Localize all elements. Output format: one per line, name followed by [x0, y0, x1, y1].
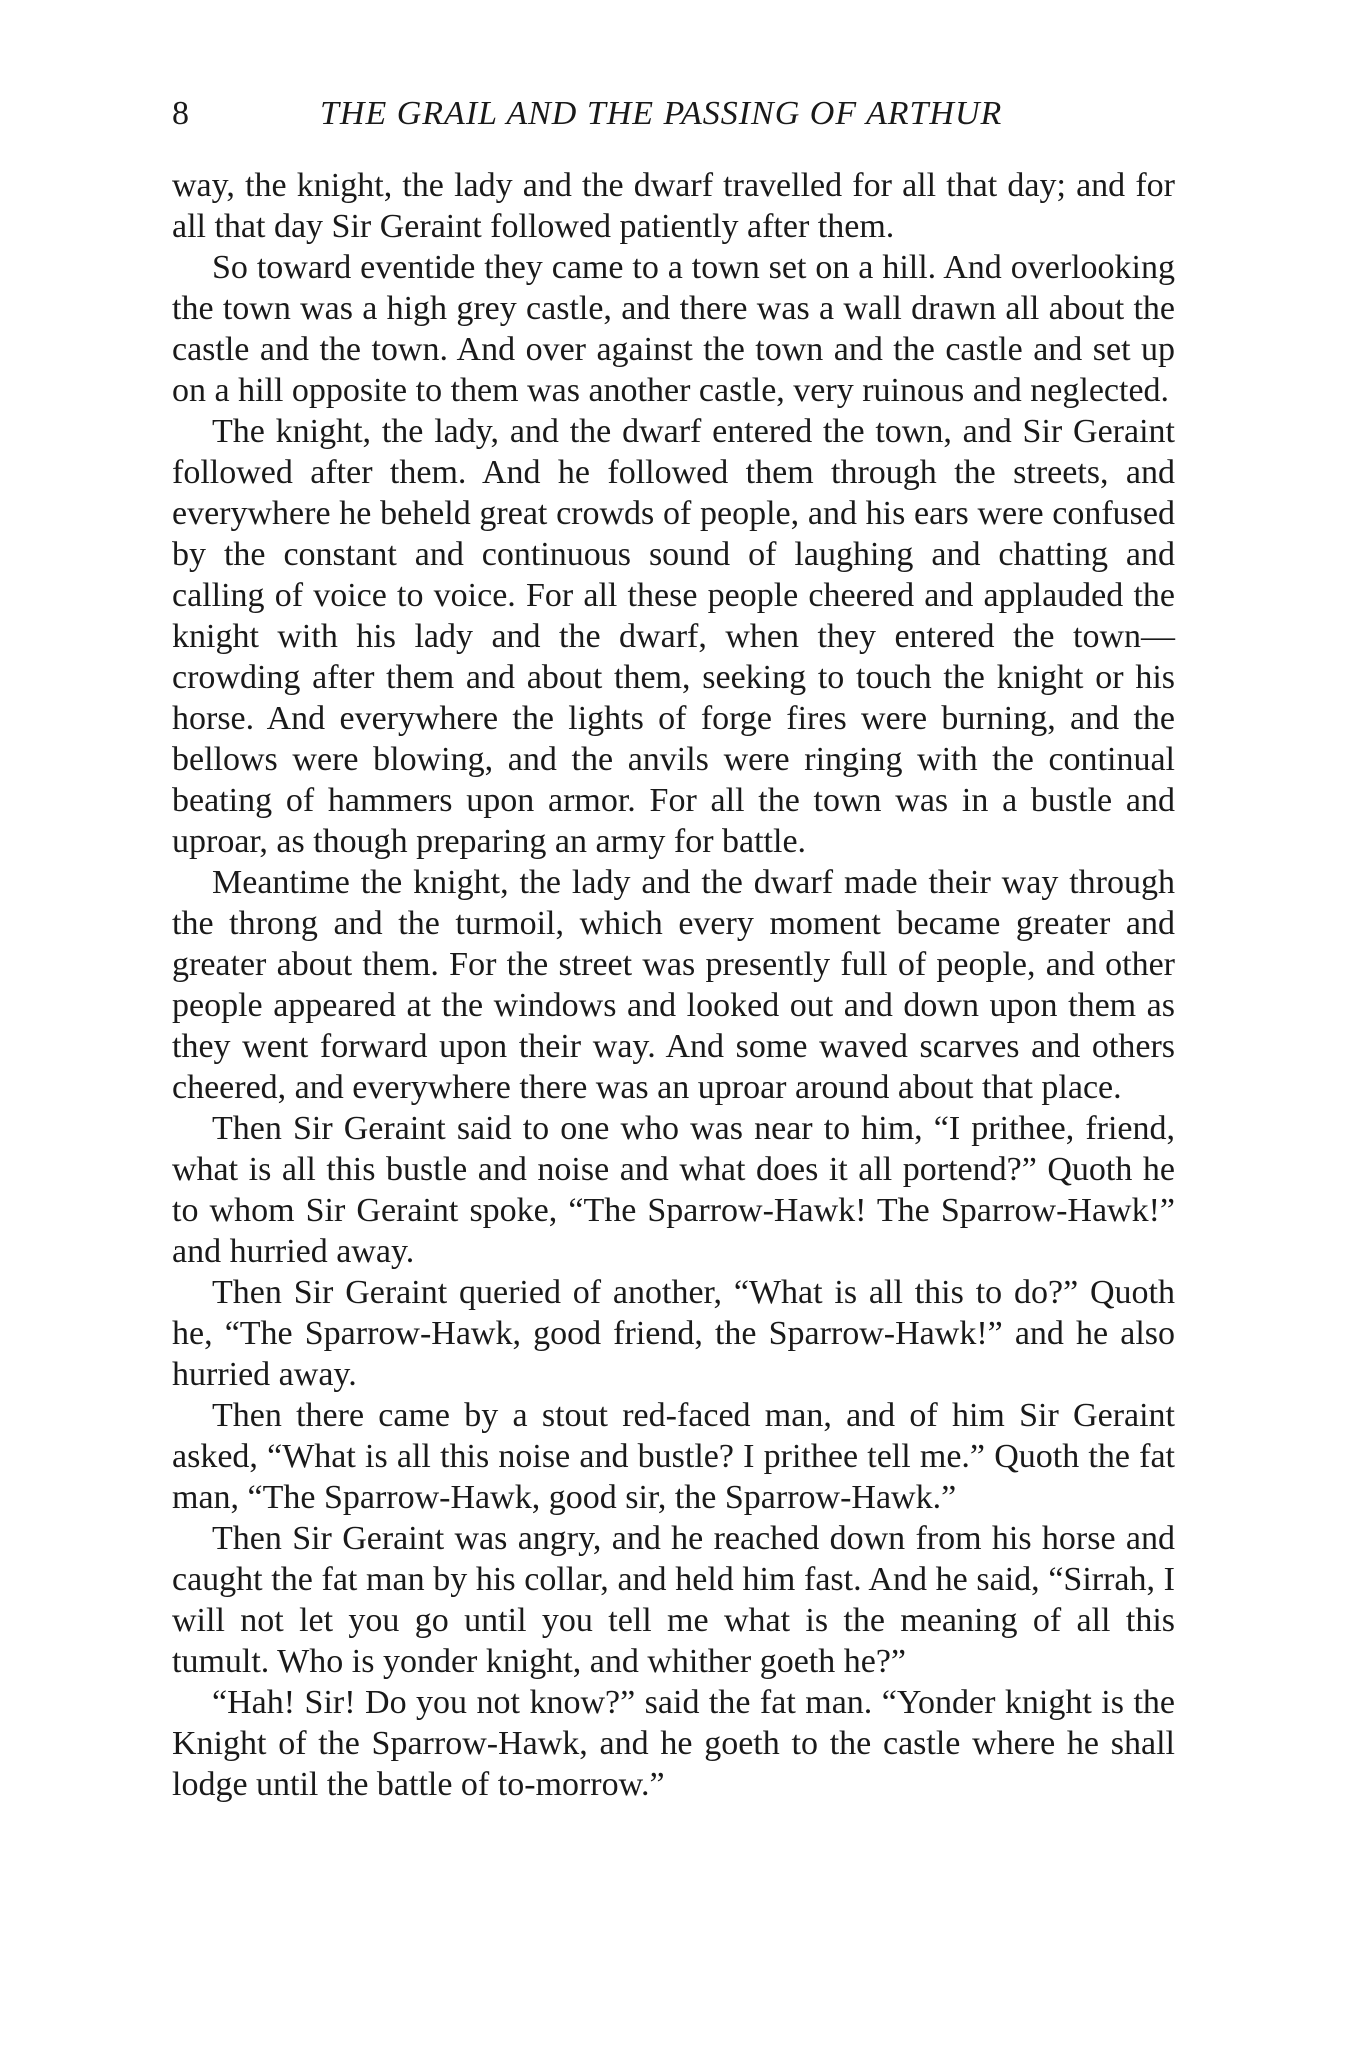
body-text: [172, 165, 1175, 1805]
running-head: [172, 92, 1175, 136]
running-title: THE GRAIL AND THE PASSING OF ARTHUR: [320, 95, 1003, 132]
paragraph: Then Sir Geraint queried of another, “What is all this to do?” Quoth he, “The Sparrow-Hawk, good friend, the Sparrow-Hawk!” and he also hurried away.: [172, 1274, 1175, 1393]
paragraph: Then Sir Geraint was angry, and he reached down from his horse and caught the fat man by his collar, and held him fast. And he said, “Sirrah, I will not let you go until you tell me what is the meaning of all this tumult. Who is yonder knight, and whither goeth he?”: [172, 1520, 1175, 1680]
paragraph: So toward eventide they came to a town set on a hill. And overlooking the town was a high grey castle, and there was a wall drawn all about the castle and the town. And over against the town and the castle and set up on a hill opposite to them was another castle, very ruinous and neglected.: [172, 249, 1175, 409]
paragraph: way, the knight, the lady and the dwarf travelled for all that day; and for all that day Sir Geraint followed patiently after them.: [172, 167, 1175, 245]
paragraph: “Hah! Sir! Do you not know?” said the fat man. “Yonder knight is the Knight of the Sparrow-Hawk, and he goeth to the castle where he shall lodge until the battle of to-morrow.”: [172, 1684, 1175, 1803]
paragraph: Then there came by a stout red-faced man, and of him Sir Geraint asked, “What is all this noise and bustle? I prithee tell me.” Quoth the fat man, “The Sparrow-Hawk, good sir, the Sparrow-Hawk.”: [172, 1397, 1175, 1516]
paragraph: Meantime the knight, the lady and the dwarf made their way through the throng and the turmoil, which every moment became greater and greater about them. For the street was presently full of people, and other people appeared at the windows and looked out and down upon them as they went forward upon their way. And some waved scarves and others cheered, and everywhere there was an uproar around about that place.: [172, 864, 1175, 1106]
paragraph: The knight, the lady, and the dwarf entered the town, and Sir Geraint followed after them. And he followed them through the streets, and everywhere he beheld great crowds of people, and his ears were confused by the constant and continuous sound of laughing and chatting and calling of voice to voice. For all these people cheered and applauded the knight with his lady and the dwarf, when they entered the town—crowding after them and about them, seeking to touch the knight or his horse. And everywhere the lights of forge fires were burning, and the bellows were blowing, and the anvils were ringing with the continual beating of hammers upon armor. For all the town was in a bustle and uproar, as though preparing an army for battle.: [172, 413, 1175, 860]
page-number: 8: [172, 95, 189, 132]
paragraph: Then Sir Geraint said to one who was near to him, “I prithee, friend, what is all this bustle and noise and what does it all portend?” Quoth he to whom Sir Geraint spoke, “The Sparrow-Hawk! The Sparrow-Hawk!” and hurried away.: [172, 1110, 1175, 1270]
